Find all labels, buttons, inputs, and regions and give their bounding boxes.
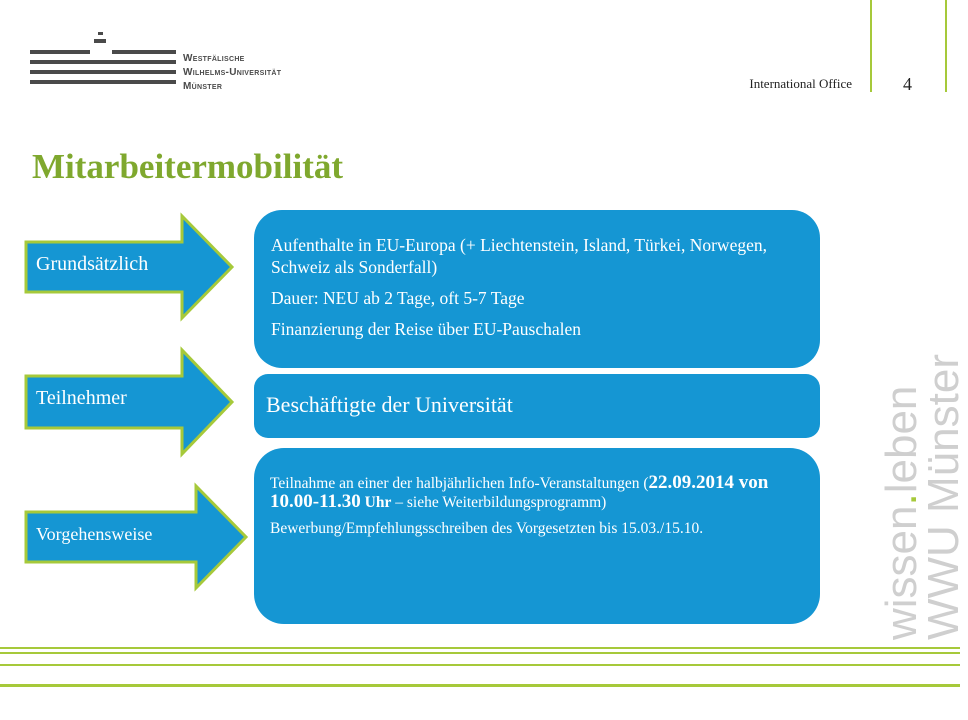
footer-line: [0, 647, 960, 649]
arrow-label-grundsaetzlich: Grundsätzlich: [36, 253, 149, 275]
watermark-line-2: WWU Münster: [919, 354, 968, 640]
participants-text: Beschäftigte der Universität: [266, 392, 513, 417]
header-divider-left: [870, 0, 872, 92]
page-title: Mitarbeitermobilität: [32, 147, 344, 186]
university-name: Westfälische Wilhelms-Universität Münster: [183, 53, 282, 92]
university-logo: [30, 30, 330, 100]
procedure-item: Bewerbung/Empfehlungsschreiben des Vorgesetzten bis 15.03./15.10.: [270, 520, 704, 537]
content-box-participants: [254, 374, 820, 438]
principle-item: Finanzierung der Reise über EU-Pauschalen: [271, 319, 582, 339]
arrow-label-teilnehmer: Teilnehmer: [36, 387, 127, 409]
header-divider-right: [945, 0, 947, 92]
content-box-principles: [254, 210, 820, 368]
page-number: 4: [903, 74, 912, 94]
footer-line: [0, 652, 960, 654]
content-box-procedure: [254, 448, 820, 624]
watermark-line-1: wissen.leben: [877, 385, 926, 640]
office-label: International Office: [749, 76, 852, 91]
arrow-label-vorgehensweise: Vorgehensweise: [36, 524, 153, 544]
procedure-item: Teilnahme an einer der halbjährlichen Info-Veranstaltungen (22.09.2014 von 10.00-11.30 Uhr – siehe Weiterbildungsprogramm): [270, 472, 769, 512]
principle-item: Aufenthalte in EU-Europa (+ Liechtenstein, Island, Türkei, Norwegen, Schweiz als Sonderfall): [271, 235, 767, 277]
footer-line: [0, 664, 960, 666]
footer-line: [0, 684, 960, 687]
principle-item: Dauer: NEU ab 2 Tage, oft 5-7 Tage: [271, 288, 525, 308]
